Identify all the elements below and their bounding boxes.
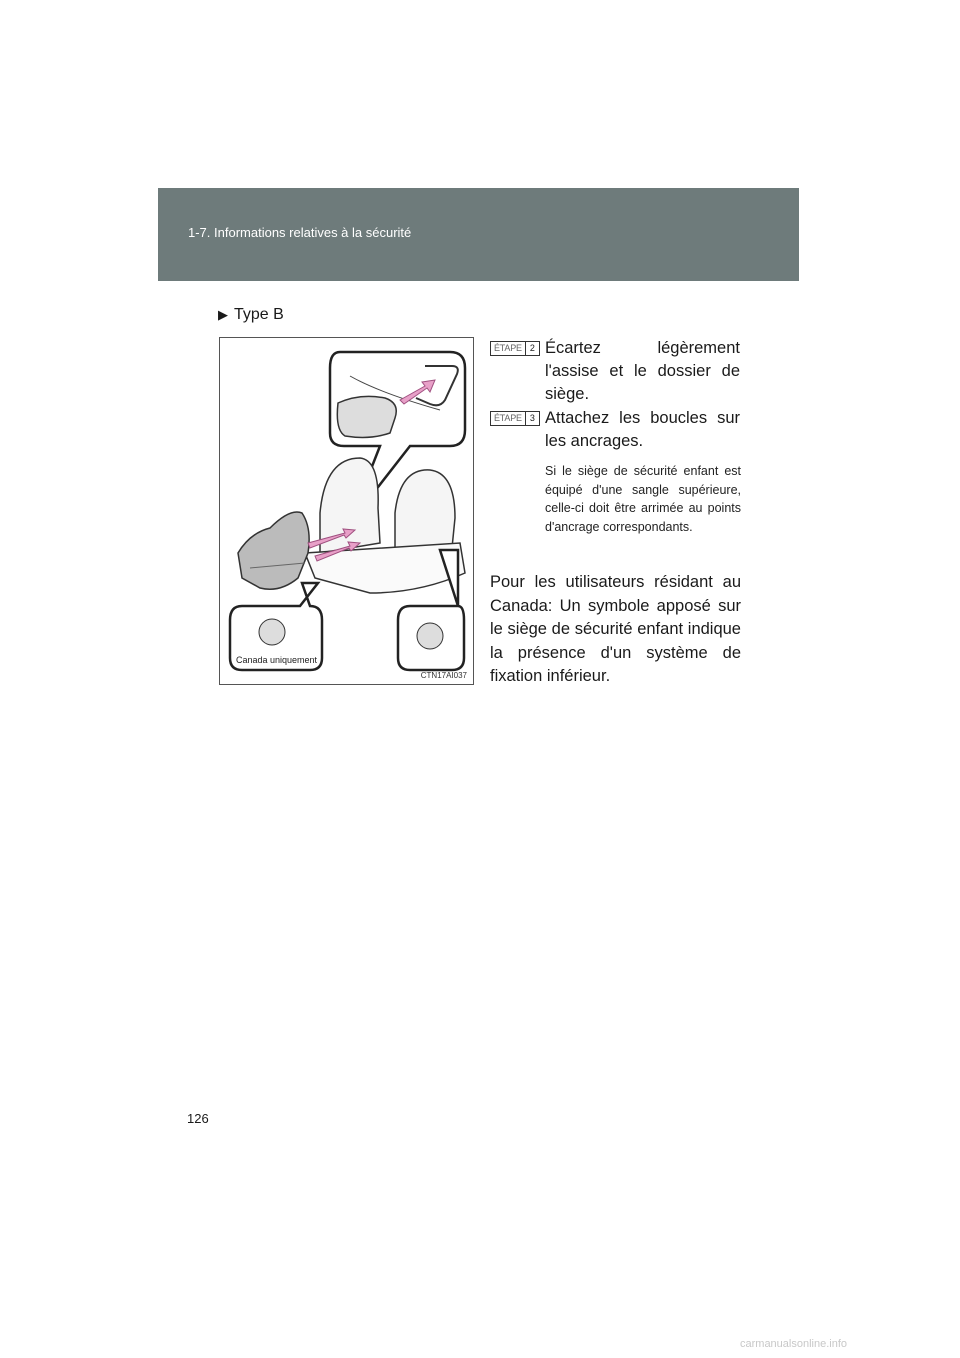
child-seat-illustration	[219, 337, 474, 685]
illustration-drawing	[220, 338, 473, 684]
page-number: 126	[187, 1111, 209, 1126]
type-heading-text: Type B	[234, 306, 284, 323]
step-word: ÉTAPE	[491, 342, 525, 355]
watermark: carmanualsonline.info	[740, 1338, 848, 1350]
tether-note: Si le siège de sécurité enfant est équipé d'une sangle supérieure, celle-ci doit être arrimée au points d'ancrage correspondants.	[545, 464, 741, 534]
triangle-bullet-icon: ▶	[218, 307, 228, 322]
section-title: 1-7. Informations relatives à la sécurité	[188, 225, 412, 240]
canada-only-label: Canada uniquement	[236, 655, 318, 665]
step-text: Écartez légèrement l'assise et le dossier de siège.	[545, 339, 740, 403]
step-word: ÉTAPE	[491, 412, 525, 425]
step-number: 2	[525, 342, 539, 355]
section-header	[158, 188, 799, 281]
lower-anchor-symbol-icon	[259, 619, 285, 645]
seatback-right	[395, 470, 455, 550]
lower-anchor-symbol-icon	[417, 623, 443, 649]
step-badge	[490, 411, 540, 426]
step-2	[490, 337, 740, 406]
step-badge	[490, 341, 540, 356]
step-number: 3	[525, 412, 539, 425]
canada-paragraph: Pour les utilisateurs résidant au Canada: Un symbole apposé sur le siège de sécurité enfant indique la présence d'un système de fixation inférieur.	[490, 573, 741, 685]
figure-code: CTN17AI037	[420, 671, 467, 680]
buckle-connector	[337, 396, 396, 437]
child-seat	[238, 512, 309, 589]
step-3	[490, 407, 740, 453]
step-text: Attachez les boucles sur les ancrages.	[545, 409, 740, 450]
type-heading	[218, 306, 284, 324]
